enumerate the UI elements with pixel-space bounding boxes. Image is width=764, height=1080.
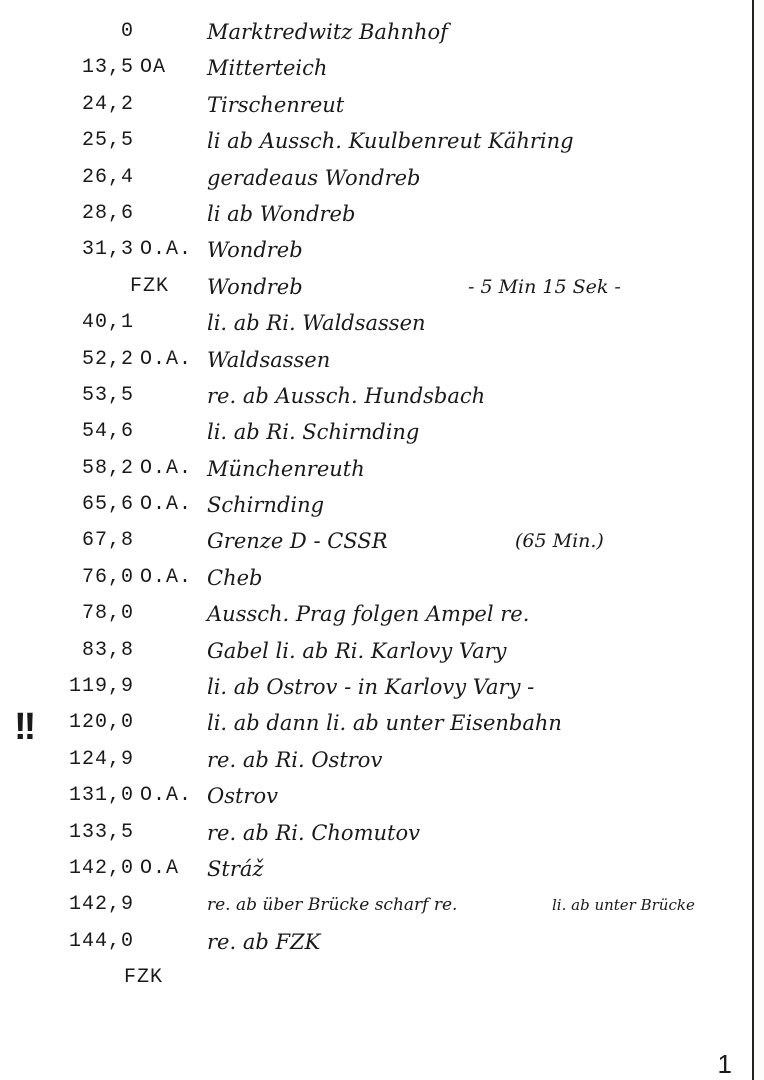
route-row [0, 851, 752, 887]
route-row [0, 196, 752, 232]
row-code: O.A. [140, 493, 193, 517]
km-value: 0 [120, 20, 134, 43]
route-row [0, 815, 752, 851]
route-row [0, 596, 752, 632]
row-code: O.A. [140, 238, 193, 262]
route-row [0, 887, 752, 923]
km-value: 83,8 [81, 638, 134, 662]
route-row [0, 960, 752, 996]
km-value: 119,9 [68, 675, 134, 699]
route-row [0, 87, 752, 123]
km-value: 13,5 [81, 56, 134, 80]
row-description: Ostrov [207, 784, 278, 809]
km-value: 142,9 [68, 893, 134, 917]
row-description: Waldsassen [207, 347, 331, 372]
page-number: 1 [717, 1049, 732, 1079]
row-description: li. ab dann li. ab unter Eisenbahn [207, 711, 562, 736]
km-value: 144,0 [68, 929, 134, 953]
route-row [0, 414, 752, 450]
route-row [0, 269, 752, 305]
route-row [0, 523, 752, 559]
route-row [0, 14, 752, 50]
km-value: 78,0 [81, 602, 134, 626]
route-list [0, 14, 752, 997]
route-row [0, 560, 752, 596]
km-value: 53,5 [81, 383, 134, 407]
row-description: re. ab über Brücke scharf re. [207, 895, 458, 916]
row-description: Stráž [207, 856, 264, 881]
row-description: re. ab Aussch. Hundsbach [207, 383, 486, 408]
row-description: li. ab Ostrov - in Karlovy Vary - [207, 675, 535, 700]
row-note: li. ab unter Brücke [552, 896, 695, 915]
row-description: Cheb [207, 565, 263, 590]
km-value: 25,5 [81, 129, 134, 153]
row-code: OA [140, 56, 167, 80]
row-description: li ab Wondreb [207, 201, 356, 226]
route-row [0, 705, 752, 741]
row-description: Marktredwitz Bahnhof [207, 20, 448, 44]
km-value: 52,2 [81, 347, 134, 371]
km-value: 54,6 [81, 420, 134, 444]
km-value: 31,3 [81, 238, 134, 262]
route-row [0, 669, 752, 705]
km-value: 28,6 [81, 201, 134, 225]
row-code: O.A [140, 856, 180, 880]
row-description: Münchenreuth [207, 456, 365, 481]
row-description: Wondreb [207, 238, 303, 263]
km-value: 76,0 [81, 565, 134, 589]
route-row [0, 924, 752, 960]
km-value: 131,0 [68, 784, 134, 808]
row-code: FZK [124, 966, 164, 990]
route-row [0, 50, 752, 86]
route-row [0, 487, 752, 523]
route-row [0, 160, 752, 196]
row-description: Grenze D - CSSR [207, 529, 388, 554]
km-value: 67,8 [81, 529, 134, 553]
row-note: (65 Min.) [515, 530, 604, 553]
km-value: 133,5 [68, 820, 134, 844]
route-row [0, 123, 752, 159]
row-note: - 5 Min 15 Sek - [468, 275, 621, 298]
row-description: Mitterteich [207, 56, 328, 81]
row-code: FZK [130, 274, 170, 298]
row-description: geradeaus Wondreb [207, 165, 421, 190]
row-description: re. ab Ri. Ostrov [207, 747, 383, 772]
row-description: Wondreb [207, 274, 303, 299]
km-value: 40,1 [81, 311, 134, 335]
km-value: 24,2 [81, 92, 134, 116]
row-description: Aussch. Prag folgen Ampel re. [207, 602, 530, 627]
route-row [0, 633, 752, 669]
route-row [0, 305, 752, 341]
km-value: 65,6 [81, 493, 134, 517]
row-description: re. ab FZK [207, 929, 321, 954]
km-value: 124,9 [68, 747, 134, 771]
km-value: 120,0 [68, 711, 134, 735]
route-row [0, 742, 752, 778]
row-code: O.A. [140, 456, 193, 480]
km-value: 142,0 [68, 856, 134, 880]
row-description: li. ab Ri. Waldsassen [207, 311, 426, 336]
row-description: Tirschenreut [207, 92, 345, 117]
route-row [0, 232, 752, 268]
route-row [0, 778, 752, 814]
row-description: Schirnding [207, 493, 325, 518]
row-code: O.A. [140, 565, 193, 589]
row-code: O.A. [140, 347, 193, 371]
margin-exclamation-marks: !! [14, 706, 34, 748]
row-description: li. ab Ri. Schirnding [207, 420, 420, 445]
row-description: re. ab Ri. Chomutov [207, 820, 420, 845]
route-row [0, 342, 752, 378]
row-description: Gabel li. ab Ri. Karlovy Vary [207, 638, 507, 663]
km-value: 26,4 [81, 165, 134, 189]
km-value: 58,2 [81, 456, 134, 480]
row-description: li ab Aussch. Kuulbenreut Kähring [207, 129, 574, 154]
route-row [0, 451, 752, 487]
row-code: O.A. [140, 784, 193, 808]
route-row [0, 378, 752, 414]
